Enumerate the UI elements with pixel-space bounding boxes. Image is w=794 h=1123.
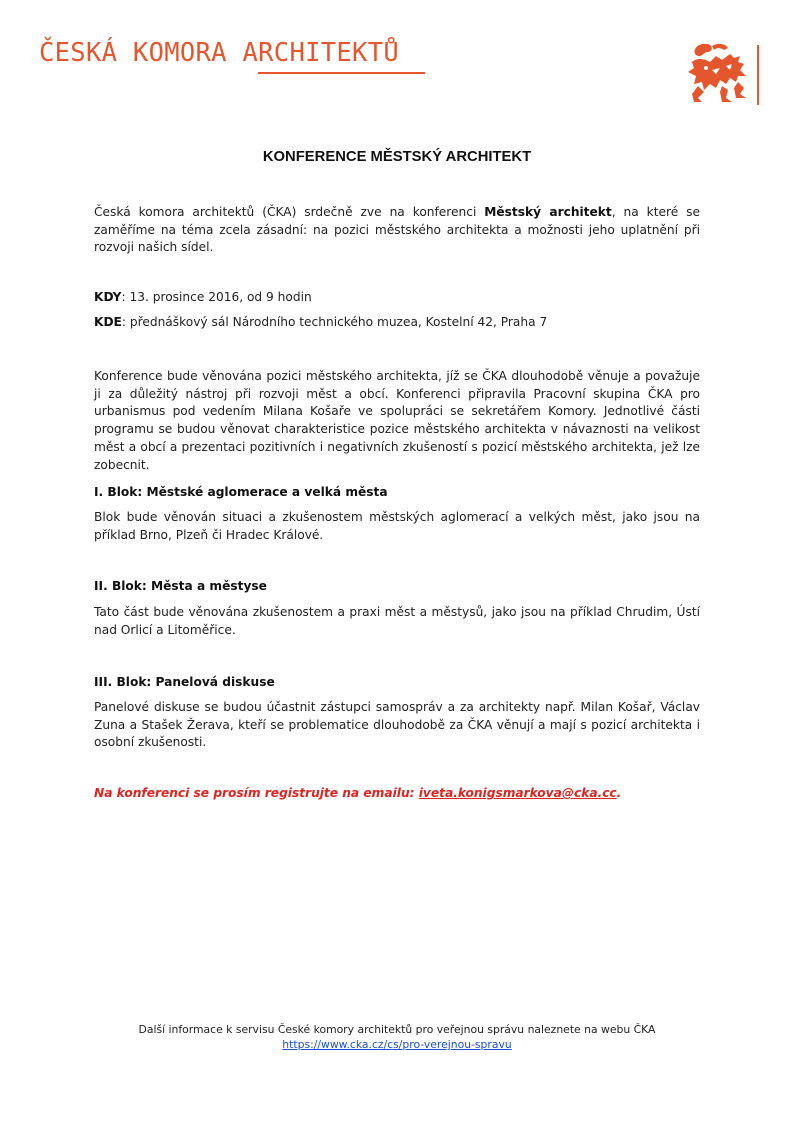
where-line <box>94 314 700 332</box>
heraldic-lion-icon <box>686 42 750 104</box>
when-line <box>94 289 700 307</box>
footer-link[interactable]: https://www.cka.cz/cs/pro-verejnou-spravu <box>282 1038 512 1051</box>
wordmark-underline <box>258 72 425 74</box>
wordmark-part-2: ARCHITEKTŮ <box>242 38 400 68</box>
block-1-heading: I. Blok: Městské aglomerace a velká města <box>94 485 388 499</box>
description-paragraph: Konference bude věnována pozici městského architekta, jíž se ČKA dlouhodobě věnuje a považuje ji za důležitý nástroj při rozvoji měst a obcí. Konferenci připravila Pracovní skupina ČKA pro urbanismus pod vedením Milana Košaře ve spolupráci se sekretářem Komory. Jednotlivé části programu se budou věnovat charakteristice pozice městského architekta v návaznosti na velikost měst a obcí a prezentaci pozitivních i negativních zkušeností s pozicí městského architekta, jež lze zobecnit. <box>94 369 700 472</box>
wordmark-part-1: ČESKÁ KOMORA <box>39 38 243 68</box>
footer-link-line <box>0 1038 794 1051</box>
where-label: KDE <box>94 315 122 329</box>
block-1-text: Blok bude věnován situaci a zkušenostem městských aglomerací a velkých měst, jako jsou na příklad Brno, Plzeň či Hradec Králové. <box>94 510 700 542</box>
footer-note: Další informace k servisu České komory architektů pro veřejnou správu naleznete na webu ČKA <box>138 1023 656 1036</box>
intro-pre: Česká komora architektů (ČKA) srdečně zve na konferenci <box>94 205 485 219</box>
registration-email-link[interactable]: iveta.konigsmarkova@cka.cc <box>418 786 617 800</box>
registration-end: . <box>616 786 622 800</box>
when-value: : 13. prosince 2016, od 9 hodin <box>121 290 312 304</box>
document-title: KONFERENCE MĚSTSKÝ ARCHITEKT <box>262 149 532 165</box>
when-label: KDY <box>94 290 122 304</box>
registration-text: Na konferenci se prosím registrujte na emailu: <box>94 786 419 800</box>
intro-bold: Městský architekt <box>484 205 612 219</box>
block-3-text: Panelové diskuse se budou účastnit zástupci samospráv a za architekty např. Milan Košař, Václav Zuna a Stašek Žerava, kteří se problematice dlouhodobě za ČKA věnují a mají s pozicí architekta i osobní zkušenosti. <box>94 700 700 750</box>
header-divider <box>757 45 759 105</box>
where-value: : přednáškový sál Národního technického muzea, Kostelní 42, Praha 7 <box>121 315 548 329</box>
brand-wordmark <box>39 38 399 68</box>
intro-paragraph <box>94 204 700 257</box>
block-2-text: Tato část bude věnována zkušenostem a praxi měst a městysů, jako jsou na příklad Chrudim, Ústí nad Orlicí a Litoměřice. <box>94 605 700 637</box>
block-2-heading: II. Blok: Města a městyse <box>94 579 267 593</box>
intro-post: , na které se zaměříme na téma zcela zásadní: na pozici městského architekta a možnosti jeho uplatnění při rozvoji našich sídel. <box>94 205 700 255</box>
block-3-heading: III. Blok: Panelová diskuse <box>94 675 275 689</box>
registration-note <box>94 786 621 800</box>
